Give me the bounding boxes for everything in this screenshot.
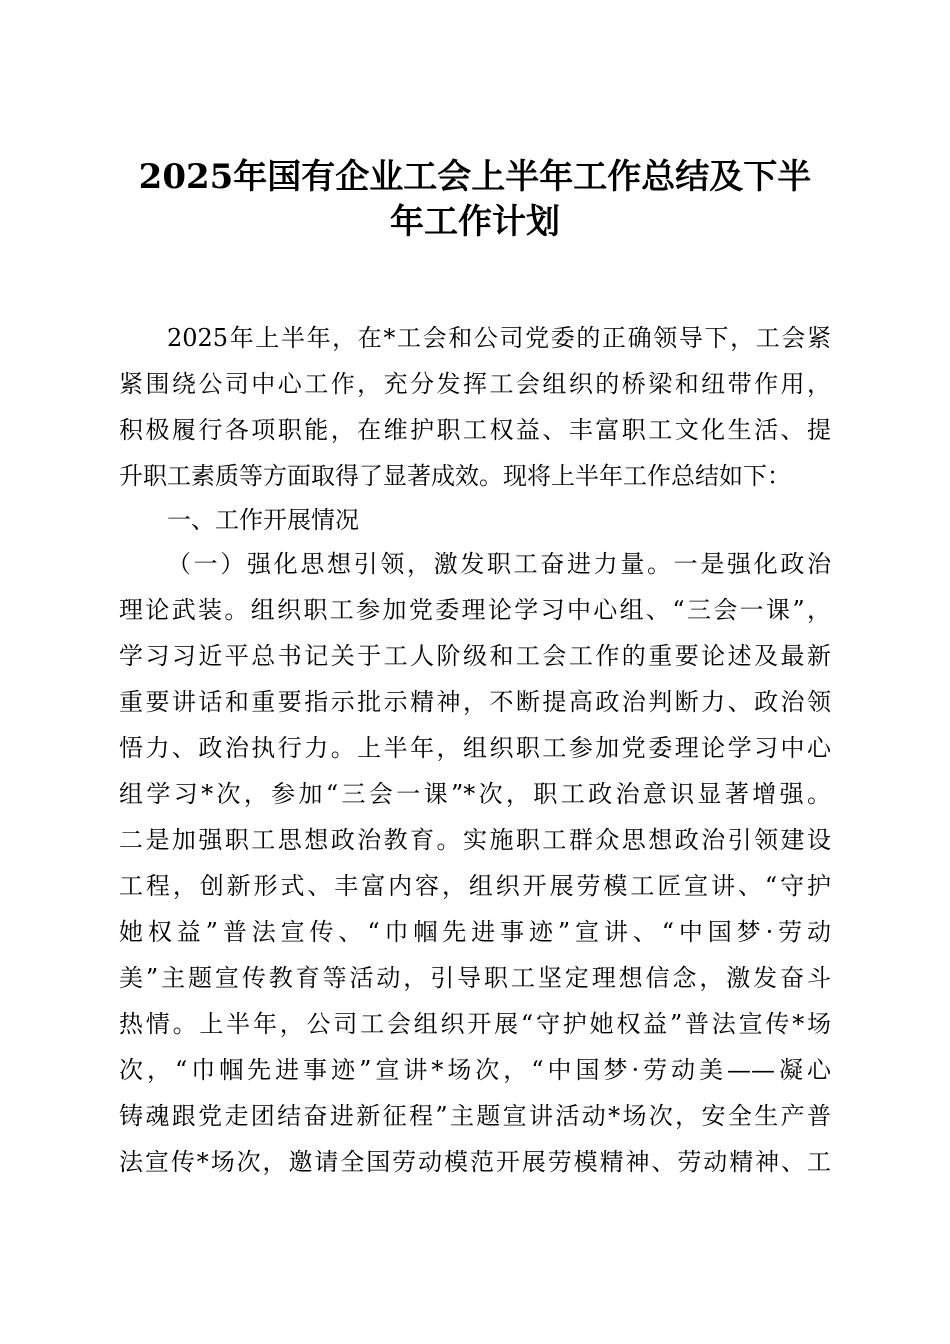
body-line: 理论武装。组织职工参加党委理论学习中心组、“三会一课”， bbox=[119, 596, 831, 624]
body-line: 法宣传*场次，邀请全国劳动模范开展劳模精神、劳动精神、工 bbox=[119, 1148, 831, 1176]
subsection-heading: （一）强化思想引领，激发职工奋进力量。 bbox=[167, 550, 674, 578]
body-line: 铸魂跟党走团结奋进新征程”主题宣讲活动*场次，安全生产普 bbox=[119, 1102, 831, 1130]
subsection-first-line bbox=[167, 541, 831, 587]
body-line: 热情。上半年，公司工会组织开展“守护她权益”普法宣传*场 bbox=[119, 1010, 831, 1038]
body-line: 组学习*次，参加“三会一课”*次，职工政治意识显著增强。 bbox=[119, 780, 831, 808]
body-line: 次，“巾帼先进事迹”宣讲*场次，“中国梦·劳动美——凝心 bbox=[119, 1056, 831, 1084]
subsection-first-line-rest: 一是强化政治 bbox=[673, 550, 832, 578]
document-title-line-2: 年工作计划 bbox=[390, 202, 560, 242]
body-line: 悟力、政治执行力。上半年，组织职工参加党委理论学习中心 bbox=[119, 734, 831, 762]
body-line: 美”主题宣传教育等活动，引导职工坚定理想信念，激发奋斗 bbox=[119, 964, 831, 992]
body-line: 她权益”普法宣传、“巾帼先进事迹”宣讲、“中国梦·劳动 bbox=[119, 918, 831, 946]
body-line: 重要讲话和重要指示批示精神，不断提高政治判断力、政治领 bbox=[119, 688, 831, 716]
document-title-line-1: 2025年国有企业工会上半年工作总结及下半 bbox=[138, 157, 812, 197]
intro-paragraph-line: 紧围绕公司中心工作，充分发挥工会组织的桥梁和纽带作用， bbox=[119, 370, 831, 398]
body-line: 二是加强职工思想政治教育。实施职工群众思想政治引领建设 bbox=[119, 826, 831, 854]
intro-paragraph-line: 升职工素质等方面取得了显著成效。现将上半年工作总结如下： bbox=[119, 462, 791, 490]
body-line: 学习习近平总书记关于工人阶级和工会工作的重要论述及最新 bbox=[119, 642, 831, 670]
body-line: 工程，创新形式、丰富内容，组织开展劳模工匠宣讲、“守护 bbox=[119, 872, 831, 900]
intro-paragraph-line: 2025年上半年，在*工会和公司党委的正确领导下，工会紧 bbox=[167, 324, 831, 352]
intro-paragraph-line: 积极履行各项职能，在维护职工权益、丰富职工文化生活、提 bbox=[119, 416, 831, 444]
section-heading: 一、工作开展情况 bbox=[167, 506, 359, 534]
